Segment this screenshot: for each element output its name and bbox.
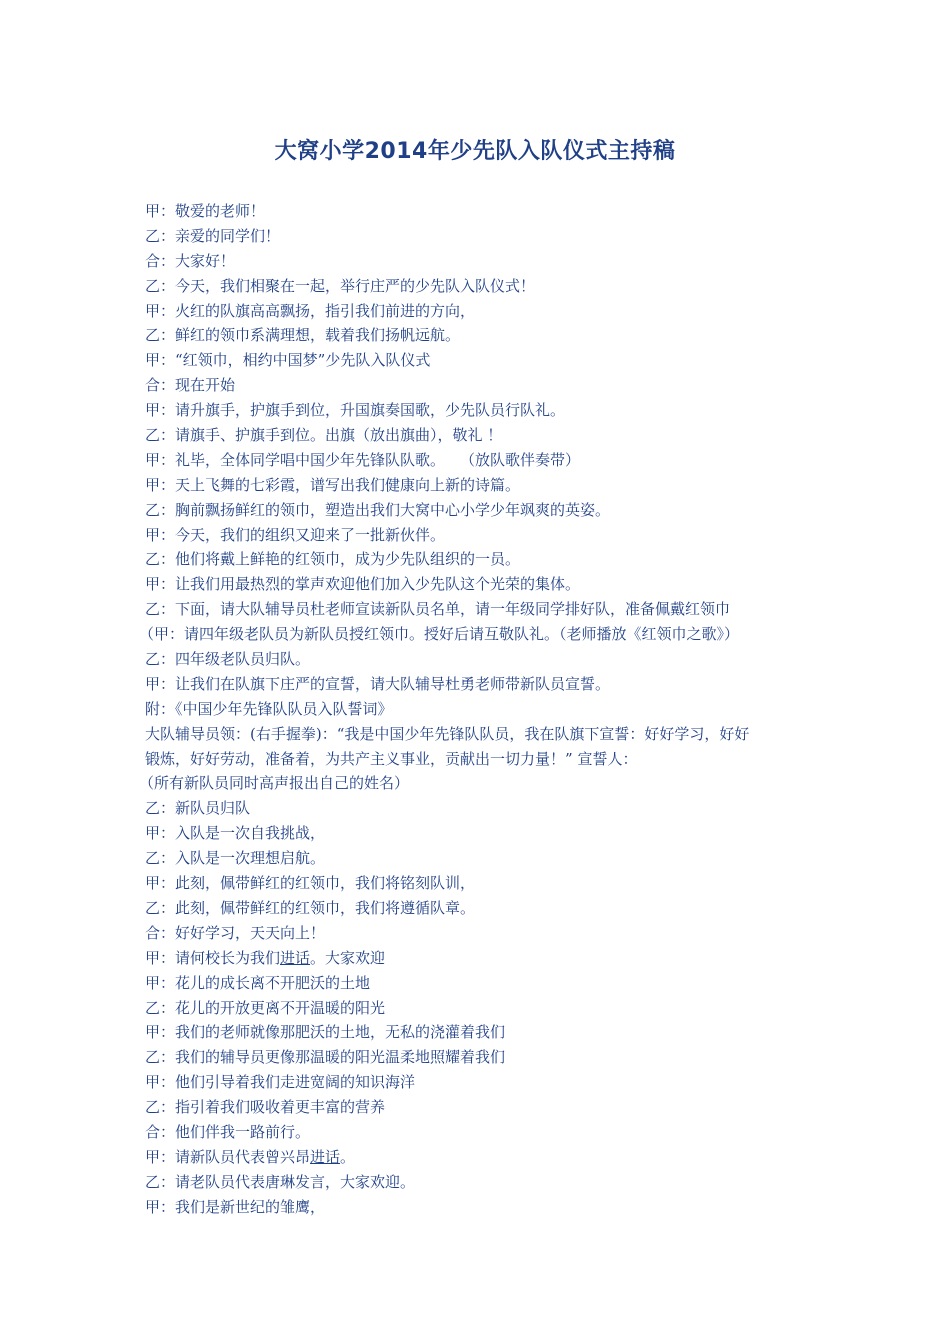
document-title: 大窝小学2014年少先队入队仪式主持稿 bbox=[274, 139, 676, 164]
script-line-speech-new-member bbox=[145, 1145, 815, 1170]
script-line: 锻炼，好好劳动，准备着，为共产主义事业，贡献出一切力量！” 宣誓人： bbox=[145, 749, 638, 768]
script-line: 附：《中国少年先锋队队员入队誓词》 bbox=[145, 699, 393, 718]
script-line: 乙：下面，请大队辅导员杜老师宣读新队员名单，请一年级同学排好队，准备佩戴红领巾 bbox=[145, 600, 731, 619]
script-line: 甲：礼毕，全体同学唱中国少年先锋队队歌。 （放队歌伴奏带） bbox=[145, 450, 581, 469]
script-line: 乙：此刻，佩带鲜红的红领巾，我们将遵循队章。 bbox=[145, 898, 476, 917]
script-line: 甲：花儿的成长离不开肥沃的土地 bbox=[145, 973, 371, 992]
script-line: 甲：他们引导着我们走进宽阔的知识海洋 bbox=[145, 1073, 416, 1092]
script-line: 甲：我们的老师就像那肥沃的土地，无私的浇灌着我们 bbox=[145, 1023, 506, 1042]
script-line: 甲：此刻，佩带鲜红的红领巾，我们将铭刻队训， bbox=[145, 874, 476, 893]
script-line: 甲：让我们用最热烈的掌声欢迎他们加入少先队这个光荣的集体。 bbox=[145, 575, 581, 594]
script-line: 甲：“红领巾，相约中国梦”少先队入队仪式 bbox=[145, 351, 431, 370]
script-line: 乙：他们将戴上鲜艳的红领巾，成为少先队组织的一员。 bbox=[145, 550, 521, 569]
document-body bbox=[139, 199, 815, 1220]
script-line: 甲：火红的队旗高高飘扬，指引我们前进的方向， bbox=[145, 301, 476, 320]
script-line: 合：好好学习，天天向上！ bbox=[145, 923, 326, 942]
script-line: 乙：今天，我们相聚在一起，举行庄严的少先队入队仪式！ bbox=[145, 276, 536, 295]
speech-line-text: 甲：请新队员代表曾兴昂 bbox=[145, 1147, 311, 1166]
script-line: 乙：我们的辅导员更像那温暖的阳光温柔地照耀着我们 bbox=[145, 1048, 506, 1067]
underlined-word: 进话 bbox=[280, 948, 311, 967]
script-line: 乙：花儿的开放更离不开温暖的阳光 bbox=[145, 998, 386, 1017]
script-line-speech-principal bbox=[145, 946, 815, 971]
speech-line-text: 。大家欢迎 bbox=[310, 948, 386, 967]
speech-line-text: 。 bbox=[340, 1147, 356, 1166]
script-line: （所有新队员同时高声报出自己的姓名） bbox=[139, 774, 410, 793]
script-line: 乙：鲜红的领巾系满理想，载着我们扬帆远航。 bbox=[145, 326, 461, 345]
script-line: 甲：入队是一次自我挑战， bbox=[145, 824, 326, 843]
script-line: （甲：请四年级老队员为新队员授红领巾。授好后请互敬队礼。（老师播放《红领巾之歌》） bbox=[139, 625, 740, 644]
script-line: 合：现在开始 bbox=[145, 376, 236, 395]
script-line: 乙：新队员归队 bbox=[145, 799, 251, 818]
script-line: 乙：四年级老队员归队。 bbox=[145, 650, 311, 669]
script-line: 甲：今天，我们的组织又迎来了一批新伙伴。 bbox=[145, 525, 446, 544]
script-line: 甲：让我们在队旗下庄严的宣誓，请大队辅导杜勇老师带新队员宣誓。 bbox=[145, 674, 611, 693]
underlined-word: 进话 bbox=[310, 1147, 341, 1166]
script-line: 乙：指引着我们吸收着更丰富的营养 bbox=[145, 1098, 386, 1117]
script-line: 大队辅导员领：(右手握拳)：“我是中国少年先锋队队员，我在队旗下宣誓：好好学习，好好 bbox=[145, 724, 750, 743]
script-line: 乙：请老队员代表唐琳发言，大家欢迎。 bbox=[145, 1172, 416, 1191]
script-line: 乙：入队是一次理想启航。 bbox=[145, 849, 326, 868]
script-line: 乙：胸前飘扬鲜红的领巾，塑造出我们大窝中心小学少年飒爽的英姿。 bbox=[145, 500, 611, 519]
script-line: 合：他们伴我一路前行。 bbox=[145, 1122, 311, 1141]
script-line: 甲：天上飞舞的七彩霞，谱写出我们健康向上新的诗篇。 bbox=[145, 475, 521, 494]
script-line: 乙：亲爱的同学们！ bbox=[145, 226, 281, 245]
script-line: 乙：请旗手、护旗手到位。出旗（放出旗曲），敬礼 ！ bbox=[145, 426, 503, 445]
script-line: 甲：敬爱的老师！ bbox=[145, 202, 266, 220]
script-line: 甲：请升旗手，护旗手到位，升国旗奏国歌，少先队员行队礼。 bbox=[145, 401, 566, 420]
script-line: 甲：我们是新世纪的雏鹰， bbox=[145, 1197, 326, 1216]
speech-line-text: 甲：请何校长为我们 bbox=[145, 948, 281, 967]
script-line: 合：大家好！ bbox=[145, 251, 236, 270]
